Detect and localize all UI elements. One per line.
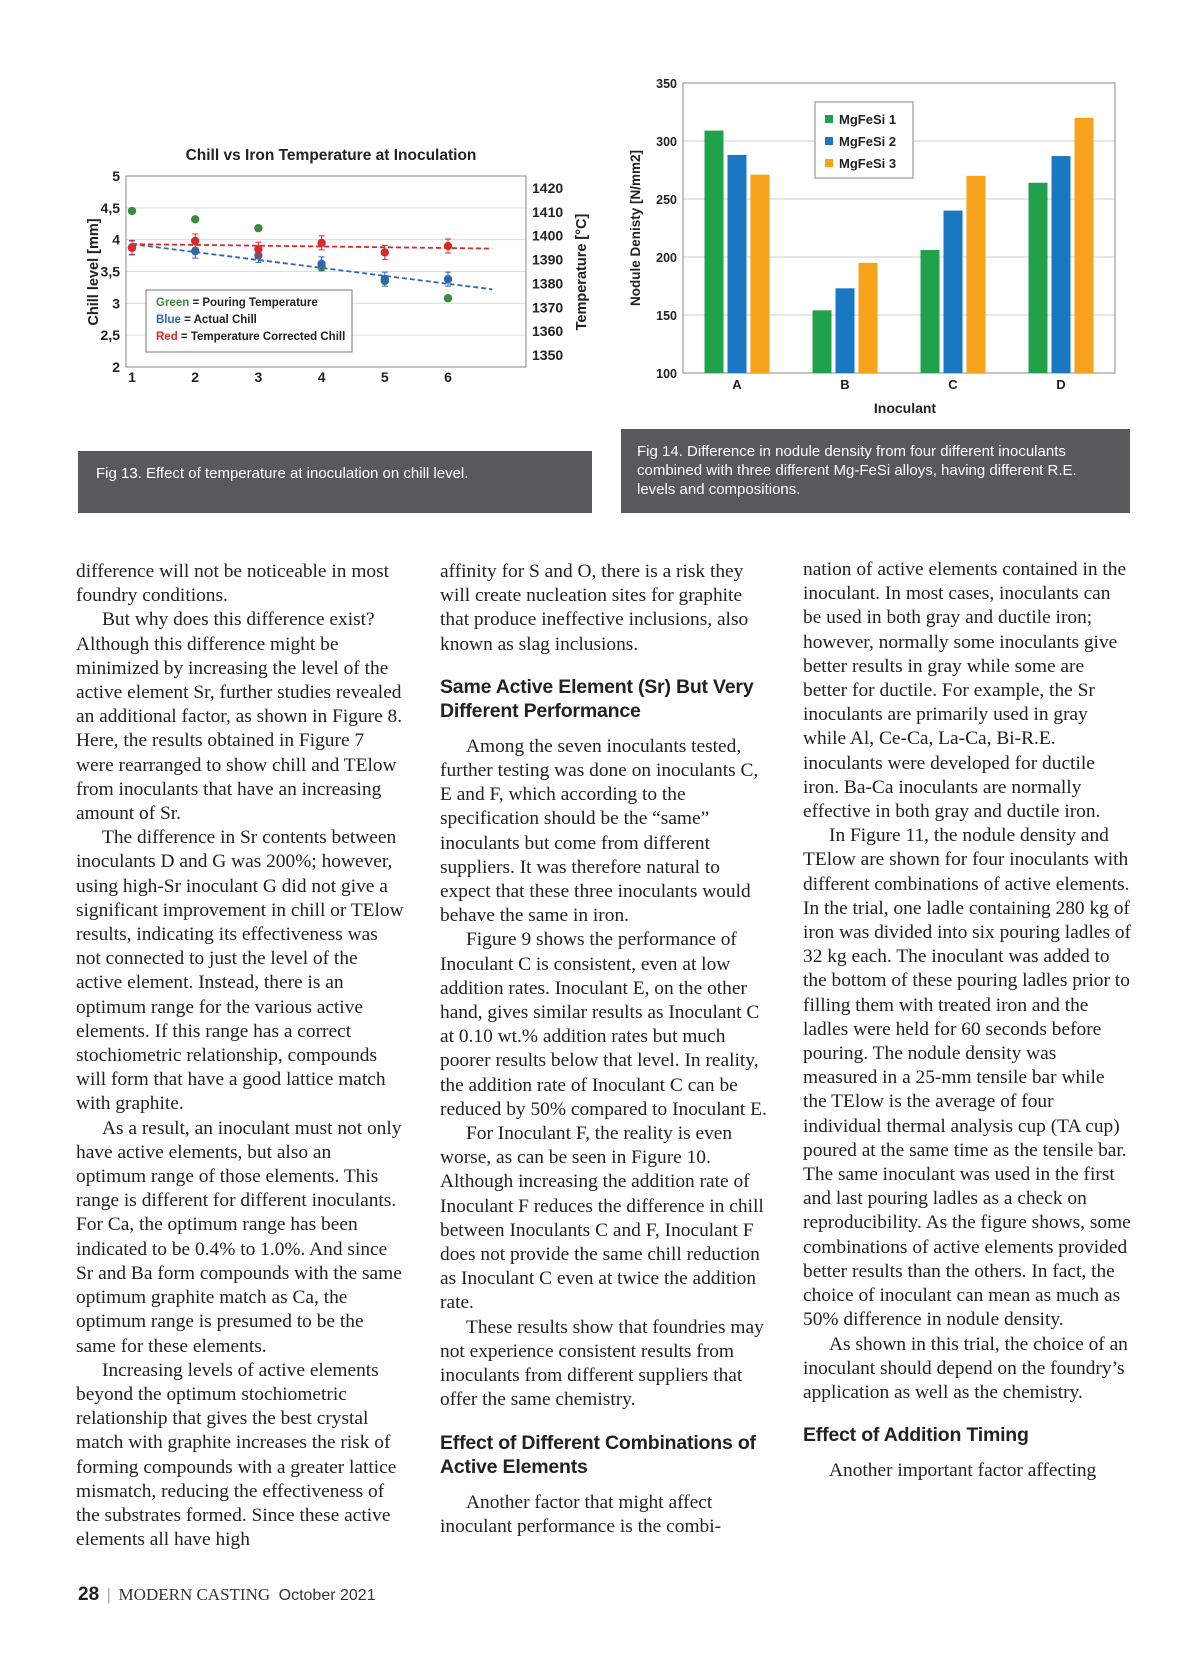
legend-label-2: MgFeSi 2 [839,134,897,149]
paragraph: difference will not be noticeable in most foundry conditions. [76,561,390,607]
legend-swatch-2 [825,137,833,145]
fig13-point [444,242,452,250]
fig14-legend [815,102,913,178]
fig13-point [444,275,452,283]
paragraph: As shown in this trial, the choice of an inoculant should depend on the foundry’s application as well as the chemistry. [803,1333,1128,1403]
fig14-bar [859,263,878,373]
fig14-chart [600,0,1200,430]
fig14-ytick: 150 [656,309,677,323]
magazine-name: MODERN CASTING [118,1585,271,1604]
legend-swatch-3 [825,159,833,167]
fig13-xtick: 6 [444,369,452,385]
text-column-2 [440,560,770,1539]
fig13-ytick: 5 [112,168,120,184]
legend-color-word: Red [156,331,178,343]
issue-date: October 2021 [278,1587,376,1604]
fig13-point [254,245,262,253]
page-number: 28 [78,1584,100,1605]
paragraph: affinity for S and O, there is a risk they will create nucleation sites for graphite that produce ineffective inclusions, also known as slag inclusions. [440,561,749,655]
fig13-point [317,239,325,247]
fig13-y2tick: 1360 [532,323,564,340]
footer-divider: | [107,1585,111,1604]
fig13-caption: Fig 13. Effect of temperature at inoculation on chill level. [78,451,592,513]
fig13-ytick: 3 [112,295,120,312]
fig14-bar [1029,183,1048,373]
fig14-ylabel: Nodule Denisty [N/mm2] [628,149,643,307]
fig14-ytick: 300 [656,135,677,149]
fig13-y2tick: 1380 [532,275,564,292]
fig13-ytick: 4,5 [100,199,120,216]
fig14-bar [813,310,832,373]
paragraph: nation of active elements contained in the inoculant. In most cases, inoculants can be used in both gray and ductile iron; however, normally some inoculants give better results in gray while some are better for ductile. For example, the Sr inoculants are primarily used in gray while Al, Ce-Ca, La-Ca, Bi-R.E. inoculants were developed for ductile iron. Ba-Ca inoculants are normally effective in both gray and ductile iron. [803,559,1127,823]
fig13-point [128,244,136,252]
fig14-xtick: A [732,377,742,392]
paragraph: But why does this difference exist? Although this difference might be minimized by increasing the level of the active element Sr, further studies revealed an additional factor, as shown in Figure 8. Here, the results obtained in Figure 7 were rearranged to show chill and TElow from inoculants that have an increasing amount of Sr. [76,609,403,825]
fig14-bar [705,131,724,373]
fig13-trendline [132,244,492,289]
fig13-y2label: Temperature [°C] [574,213,590,331]
fig13-legend-blue [156,314,257,326]
fig14-xlabel: Inoculant [873,400,937,416]
fig14-bar [836,288,855,373]
fig14-bar [1075,118,1094,373]
fig13-ytick: 3,5 [100,263,120,280]
fig13-y2tick: 1410 [532,203,564,220]
fig13-point [128,207,136,215]
fig13-xtick: 1 [128,369,136,385]
fig13-point [444,294,452,302]
fig13-legend-green [156,297,318,309]
fig13-xtick: 5 [380,369,389,385]
fig14-caption: Fig 14. Difference in nodule density from four different inoculants combined with three different Mg-FeSi alloys, having different R.E. levels and compositions. [621,429,1130,513]
section-heading: Same Active Element (Sr) But Very Different Performance [440,675,754,722]
fig13-ytick: 2 [112,359,120,375]
fig14-bar [728,155,747,373]
fig14-ytick: 250 [656,193,677,207]
fig13-y2tick: 1420 [532,179,564,196]
fig13-point [191,215,199,223]
fig14-bar [1052,156,1071,373]
fig13-point [254,224,262,232]
fig13-title: Chill vs Iron Temperature at Inoculation [185,147,477,164]
paragraph: Among the seven inoculants tested, further testing was done on inoculants C, E and F, which according to the specification should be the “same” inoculants but come from different suppliers. It was therefore natural to expect that these three inoculants would behave the same in iron. [440,735,759,927]
paragraph: These results show that foundries may not experience consistent results from inoculants from different suppliers that offer the same chemistry. [440,1316,764,1411]
legend-color-word: Green [156,297,190,309]
fig13-chart [0,0,600,420]
section-heading: Effect of Addition Timing [803,1424,1029,1447]
fig13-xtick: 3 [254,369,263,385]
paragraph: Another important factor affecting [829,1460,1097,1482]
fig13-ytick: 4 [112,231,120,248]
fig13-ytick: 2,5 [100,327,120,344]
paragraph: For Inoculant F, the reality is even worse, as can be seen in Figure 10. Although increasing the addition rate of Inoculant F reduces the difference in chill between Inoculants C and F, Inoculant F does not provide the same chill reduction as Inoculant C even at twice the addition rate. [440,1123,764,1314]
fig14-ytick: 100 [656,367,677,381]
paragraph: Increasing levels of active elements beyond the optimum stochiometric relationship that gives the best crystal match with graphite increases the risk of forming compounds with a greater lattice mismatch, reducing the effectiveness of the substrates formed. Since these active elements all have high [76,1359,397,1551]
fig13-xtick: 4 [317,369,326,385]
paragraph: Figure 9 shows the performance of Inoculant C is consistent, even at low addition rates. Inoculant E, on the other hand, gives similar results as Inoculant C at 0.10 wt.% addition rates but much poorer results below that level. In reality, the addition rate of Inoculant C can be reduced by 50% compared to Inoculant E. [440,929,767,1120]
fig13-legend [146,290,352,352]
fig13-y2tick: 1350 [532,347,564,364]
text-column-1 [76,560,406,1552]
legend-text: = Pouring Temperature [189,297,318,309]
fig13-trendline [132,244,492,248]
page-footer [78,1584,376,1606]
legend-label-1: MgFeSi 1 [839,112,897,127]
fig14-bar [751,175,770,373]
paragraph: The difference in Sr contents between inoculants D and G was 200%; however, using high-Sr inoculant G did not give a significant improvement in chill or TElow results, indicating its effectiveness was not connected to just the level of the active element. Instead, there is an optimum range for the various active elements. If this range has a correct stochiometric relationship, compounds will form that have a good lattice match with graphite. [76,827,404,1115]
fig14-ytick: 350 [656,77,677,91]
fig13-y2tick: 1400 [532,227,564,244]
fig14-bar [944,211,963,373]
fig13-point [381,248,389,256]
fig14-xtick: D [1056,377,1066,392]
fig14-xtick: B [840,377,850,392]
fig13-point [381,275,389,283]
fig14-ytick: 200 [656,251,677,265]
fig13-y2tick: 1390 [532,251,564,268]
paragraph: As a result, an inoculant must not only have active elements, but also an optimum range of those elements. This range is different for different inoculants. For Ca, the optimum range has been indicated to be 0.4% to 1.0%. And since Sr and Ba form compounds with the same optimum graphite match as Ca, the optimum range is presumed to be the same for these elements. [76,1117,402,1357]
fig14-bar [921,250,940,373]
legend-label-3: MgFeSi 3 [839,156,897,171]
section-heading: Effect of Different Combinations of Active Elements [440,1431,756,1478]
paragraph: Another factor that might affect inoculant performance is the combi- [440,1491,722,1537]
legend-color-word: Blue [156,314,181,326]
fig14-xtick: C [948,377,958,392]
fig13-legend-red [156,331,345,343]
fig13-xtick: 2 [191,369,200,385]
fig13-point [317,260,325,268]
fig14-bar [967,176,986,373]
legend-text: = Temperature Corrected Chill [177,331,346,343]
text-column-3 [803,558,1133,1483]
legend-text: = Actual Chill [180,314,257,326]
fig13-ylabel: Chill level [mm] [86,218,102,326]
paragraph: In Figure 11, the nodule density and TElow are shown for four inoculants with different combinations of active elements. In the trial, one ladle containing 280 kg of iron was divided into six pouring ladles of 32 kg each. The inoculant was added to the bottom of these pouring ladles prior to filling them with treated iron and the ladles were held for 60 seconds before pouring. The nodule density was measured in a 25-mm tensile bar while the TElow is the average of four individual thermal analysis cup (TA cup) poured at the same time as the tensile bar. The same inoculant was used in the first and last pouring ladles as a check on reproducibility. As the figure shows, some combinations of active elements provided better results than the others. In fact, the choice of inoculant can mean as much as 50% difference in nodule density. [803,825,1131,1331]
fig13-point [191,237,199,245]
legend-swatch-1 [825,115,833,123]
fig13-y2tick: 1370 [532,299,564,316]
